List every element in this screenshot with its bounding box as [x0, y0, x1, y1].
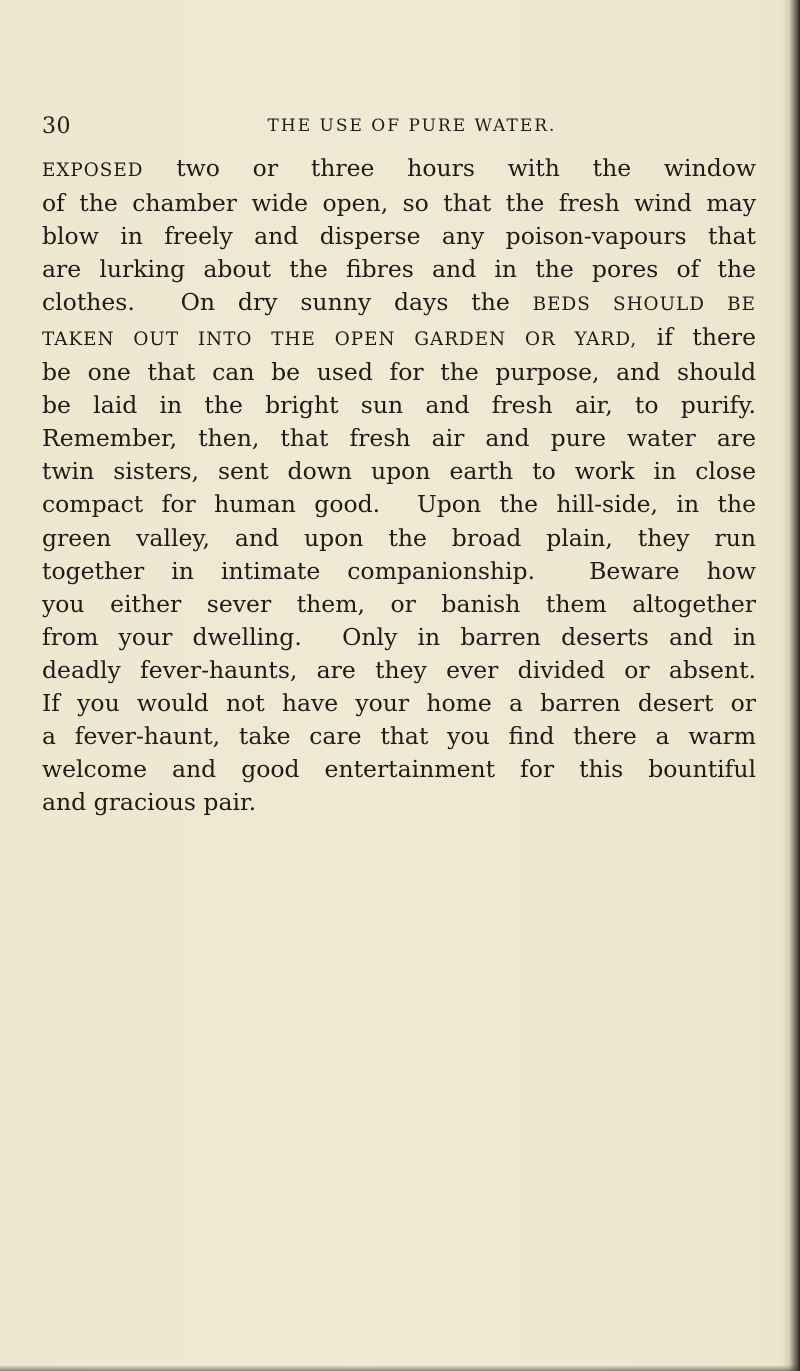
text-line: [42, 455, 756, 488]
text-line: [42, 356, 756, 389]
line-text: deadly fever-haunts, are they ever divided or absent.: [42, 655, 756, 684]
line-text: are lurking about the fibres and in the pores of the: [42, 255, 756, 284]
text-line: [42, 522, 756, 555]
running-head: THE USE OF PURE WATER.: [267, 116, 557, 136]
text-line: [42, 720, 756, 753]
page-number: 30: [42, 114, 71, 139]
line-text: you either sever them, or banish them altogether: [42, 589, 756, 618]
body-text: [42, 152, 756, 819]
line-text: if there: [637, 323, 756, 352]
line-text: If you would not have your home a barren desert or: [42, 688, 756, 717]
text-line: [42, 253, 756, 286]
text-line: [42, 621, 756, 654]
text-line: [42, 422, 756, 455]
text-line: [42, 786, 756, 819]
line-text: clothes. On dry sunny days the: [42, 288, 533, 317]
small-caps-emphasis: BEDS SHOULD BE: [532, 294, 756, 316]
line-text: of the chamber wide open, so that the fresh wind may: [42, 189, 756, 218]
text-line: [42, 187, 756, 220]
line-text: two or three hours with the window: [143, 154, 756, 182]
page-bottom-edge: [0, 1365, 800, 1371]
line-text: twin sisters, sent down upon earth to work in close: [42, 457, 756, 486]
text-line: [42, 488, 756, 521]
line-text: blow in freely and disperse any poison-vapours that: [42, 222, 756, 251]
text-line: [42, 687, 756, 720]
line-text: Remember, then, that fresh air and pure water are: [42, 424, 756, 453]
text-line: [42, 152, 756, 187]
line-text: green valley, and upon the broad plain, they run: [42, 523, 756, 552]
text-line: [42, 389, 756, 422]
text-line: [42, 321, 756, 356]
text-line: [42, 555, 756, 588]
text-line: [42, 654, 756, 687]
small-caps-emphasis: TAKEN OUT INTO THE OPEN GARDEN OR YARD,: [42, 329, 638, 351]
small-caps-emphasis: EXPOSED: [42, 160, 144, 181]
line-text: from your dwelling. Only in barren deserts and in: [42, 622, 756, 651]
line-text: together in intimate companionship. Beware how: [42, 556, 756, 585]
line-text: be laid in the bright sun and fresh air, to purify.: [42, 391, 756, 420]
line-text: a fever-haunt, take care that you find there a warm: [42, 721, 756, 750]
text-line: [42, 286, 756, 321]
line-text: be one that can be used for the purpose, and should: [42, 358, 756, 387]
page-header: [42, 114, 742, 140]
text-line: [42, 588, 756, 621]
line-text: and gracious pair.: [42, 787, 257, 816]
text-line: [42, 753, 756, 786]
line-text: compact for human good. Upon the hill-side, in the: [42, 490, 756, 519]
page-edge-shadow: [782, 0, 800, 1371]
text-line: [42, 220, 756, 253]
line-text: welcome and good entertainment for this bountiful: [42, 754, 756, 783]
